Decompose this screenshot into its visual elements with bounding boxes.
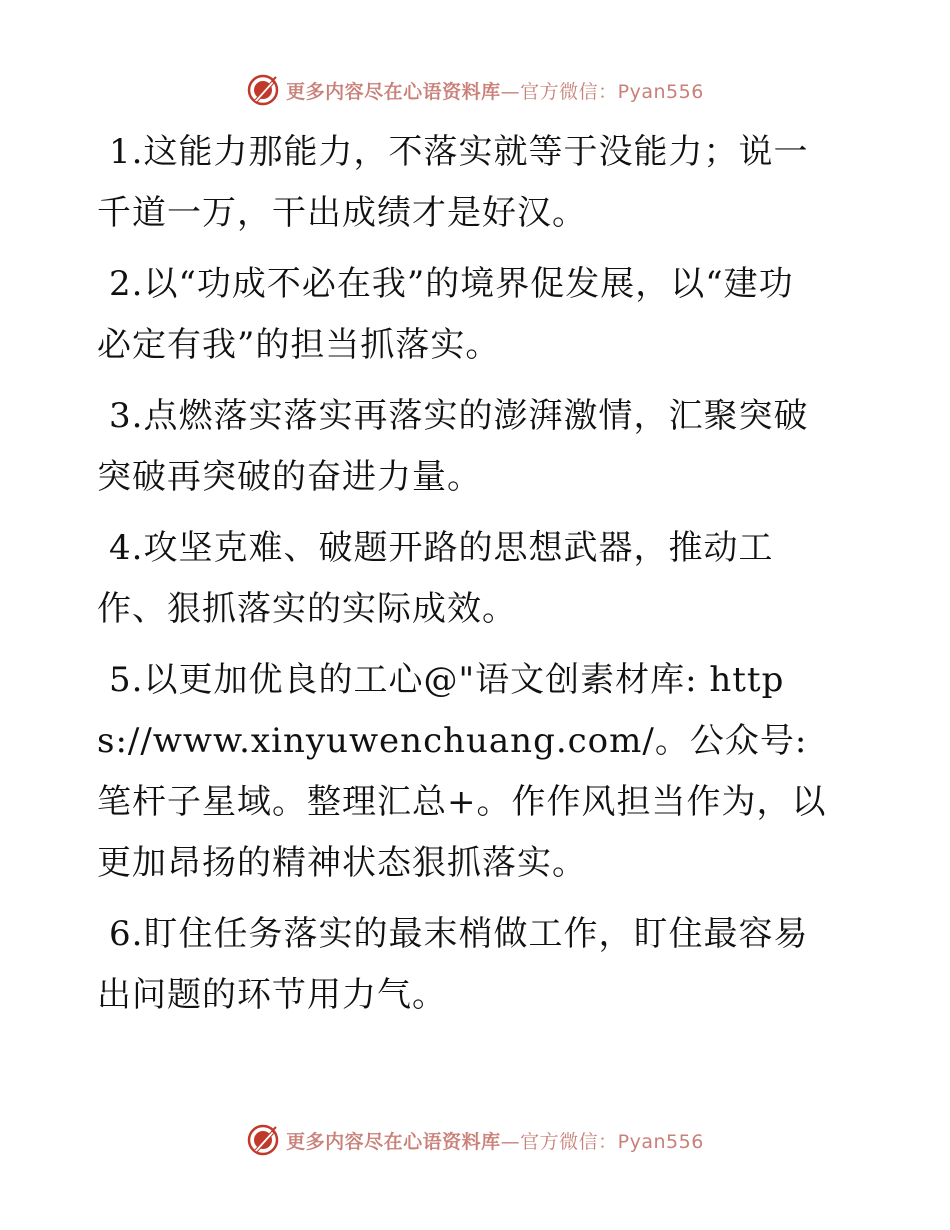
header-watermark-text: 更多内容尽在心语资料库—官方微信：Pyan556	[286, 80, 704, 103]
quill-logo-icon	[246, 73, 280, 107]
paragraph-6: 6.盯住任务落实的最末梢做工作，盯住最容易出问题的环节用力气。	[97, 914, 809, 1015]
paragraph-5: 5.以更加优良的工心@"语文创素材库: https://www.xinyuwenchuang.com/。公众号: 笔杆子星域。整理汇总+。作作风担当作为，以更加昂扬的精神状态狠抓落实。	[97, 660, 827, 883]
quill-logo-icon	[246, 1123, 280, 1157]
paragraph-3: 3.点燃落实落实再落实的澎湃激情，汇聚突破突破再突破的奋进力量。	[97, 396, 809, 497]
paragraph-2: 2.以“功成不必在我”的境界促发展，以“建功必定有我”的担当抓落实。	[97, 264, 794, 365]
paragraph-4: 4.攻坚克难、破题开路的思想武器，推动工作、狠抓落实的实际成效。	[97, 528, 774, 629]
header-watermark	[0, 70, 950, 110]
footer-watermark-text: 更多内容尽在心语资料库—官方微信：Pyan556	[286, 1130, 704, 1153]
paragraph-1: 1.这能力那能力，不落实就等于没能力；说一千道一万，干出成绩才是好汉。	[97, 132, 809, 233]
footer-watermark	[0, 1120, 950, 1160]
document-body	[97, 122, 827, 1036]
